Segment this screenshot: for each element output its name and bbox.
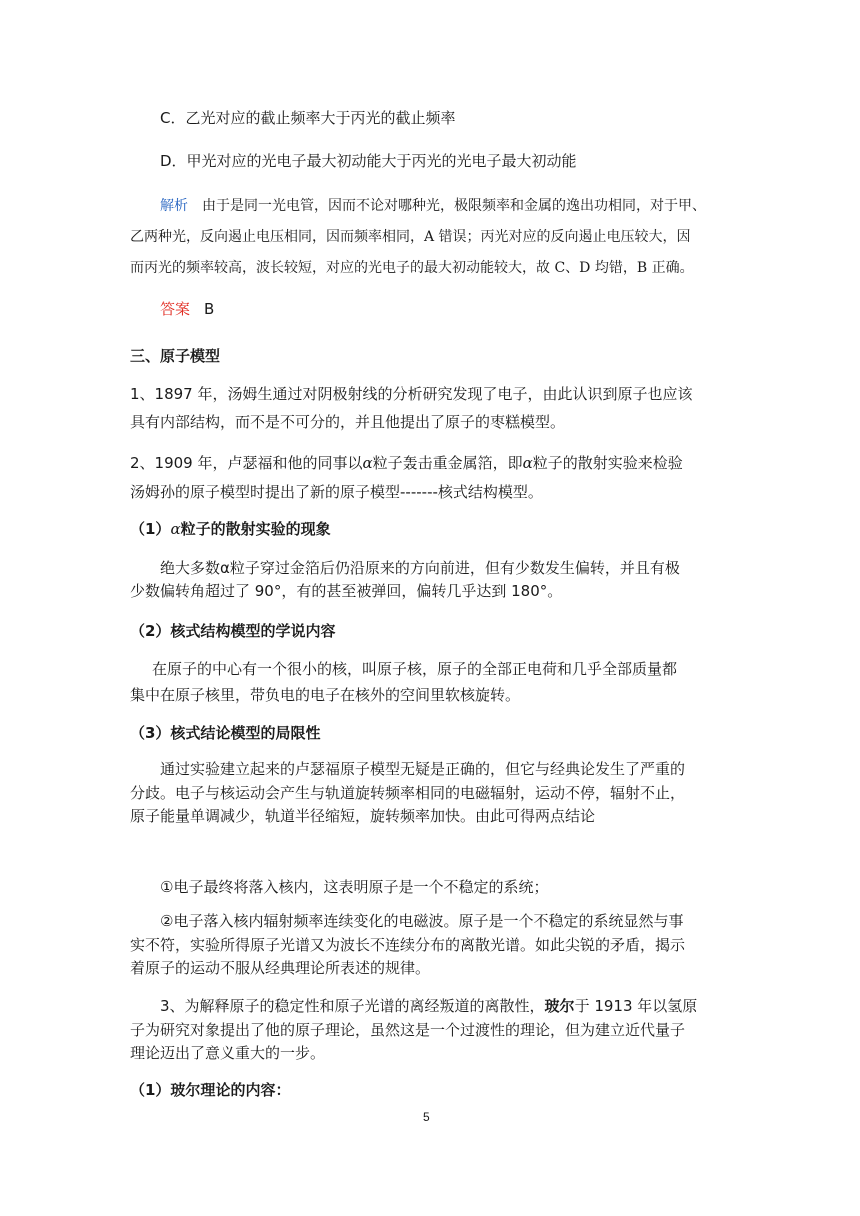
sub2-line-1: 在原子的中心有一个很小的核，叫原子核，原子的全部正电荷和几乎全部质量都: [152, 660, 678, 678]
bohr-text-b: 于 1913 年以氢原: [574, 997, 698, 1015]
alpha-symbol: α: [362, 454, 373, 472]
analysis-line-3: 而丙光的频率较高，波长较短，对应的光电子的最大初动能较大，故 C、D 均错，B 正确。: [130, 260, 694, 276]
analysis-line-2: 乙两种光，反向遏止电压相同，因而频率相同，A 错误；丙光对应的反向遏止电压较大，因: [130, 229, 691, 245]
option-c: C．乙光对应的截止频率大于丙光的截止频率: [160, 109, 456, 127]
sub1-line-2: 少数偏转角超过了 90°，有的甚至被弹回，偏转几乎达到 180°。: [130, 582, 563, 600]
bohr-line-3: 理论迈出了意义重大的一步。: [130, 1044, 326, 1062]
conclusion-2-line-2: 实不符，实验所得原子光谱又为波长不连续分布的离散光谱。如此尖锐的矛盾，揭示: [130, 936, 686, 954]
bohr-line-2: 子为研究对象提出了他的原子理论，虽然这是一个过渡性的理论，但为建立近代量子: [130, 1021, 686, 1039]
bohr-name: 玻尔: [544, 997, 575, 1015]
sub1-title-prefix: （1）: [130, 520, 171, 538]
sub1-title-text: 粒子的散射实验的现象: [180, 520, 331, 538]
section-title: 三、原子模型: [130, 347, 221, 365]
page-number: 5: [423, 1110, 430, 1124]
p2-text-a: 2、1909 年，卢瑟福和他的同事以: [130, 454, 363, 472]
option-d: D．甲光对应的光电子最大初动能大于丙光的光电子最大初动能: [160, 152, 577, 170]
analysis-label: 解析: [160, 198, 188, 214]
conclusion-2-line-1: ②电子落入核内辐射频率连续变化的电磁波。原子是一个不稳定的系统显然与事: [160, 912, 684, 930]
bohr-sub-title: （1）玻尔理论的内容：: [130, 1081, 291, 1099]
answer-line: [160, 299, 214, 319]
bohr-line-1: [160, 996, 697, 1016]
section-p2-line-1: [130, 453, 683, 473]
sub3-line-3: 原子能量单调减少，轨道半径缩短，旋转频率加快。由此可得两点结论: [130, 807, 596, 825]
sub3-line-1: 通过实验建立起来的卢瑟福原子模型无疑是正确的，但它与经典论发生了严重的: [160, 760, 686, 778]
answer-value: B: [204, 300, 215, 318]
alpha-symbol: α: [170, 520, 181, 538]
sub2-line-2: 集中在原子核里，带负电的电子在核外的空间里软核旋转。: [130, 686, 521, 704]
conclusion-2-line-3: 着原子的运动不服从经典理论所表述的规律。: [130, 959, 431, 977]
p2-text-c: 粒子的散射实验来检验: [532, 454, 683, 472]
conclusion-1: ①电子最终将落入核内，这表明原子是一个不稳定的系统；: [160, 878, 549, 896]
analysis-text-1: 由于是同一光电管，因而不论对哪种光，极限频率和金属的逸出功相同，对于甲、: [202, 198, 706, 214]
bohr-text-a: 3、为解释原子的稳定性和原子光谱的离经叛道的离散性，: [160, 997, 545, 1015]
sub2-title: （2）核式结构模型的学说内容: [130, 622, 336, 640]
section-p1-line-2: 具有内部结构，而不是不可分的，并且他提出了原子的枣糕模型。: [130, 413, 566, 431]
p2-text-b: 粒子轰击重金属箔，即: [372, 454, 523, 472]
sub1-line-1: 绝大多数α粒子穿过金箔后仍沿原来的方向前进，但有少数发生偏转，并且有极: [160, 559, 680, 577]
answer-label: 答案: [160, 300, 191, 318]
sub1-title: [130, 519, 331, 539]
alpha-symbol: α: [522, 454, 533, 472]
sub3-title: （3）核式结论模型的局限性: [130, 724, 321, 742]
section-p1-line-1: 1、1897 年，汤姆生通过对阴极射线的分析研究发现了电子，由此认识到原子也应该: [130, 385, 693, 403]
section-p2-line-2: 汤姆孙的原子模型时提出了新的原子模型-------核式结构模型。: [130, 483, 543, 501]
sub3-line-2: 分歧。电子与核运动会产生与轨道旋转频率相同的电磁辐射，运动不停，辐射不止，: [130, 784, 686, 802]
analysis-line-1: [160, 196, 706, 216]
